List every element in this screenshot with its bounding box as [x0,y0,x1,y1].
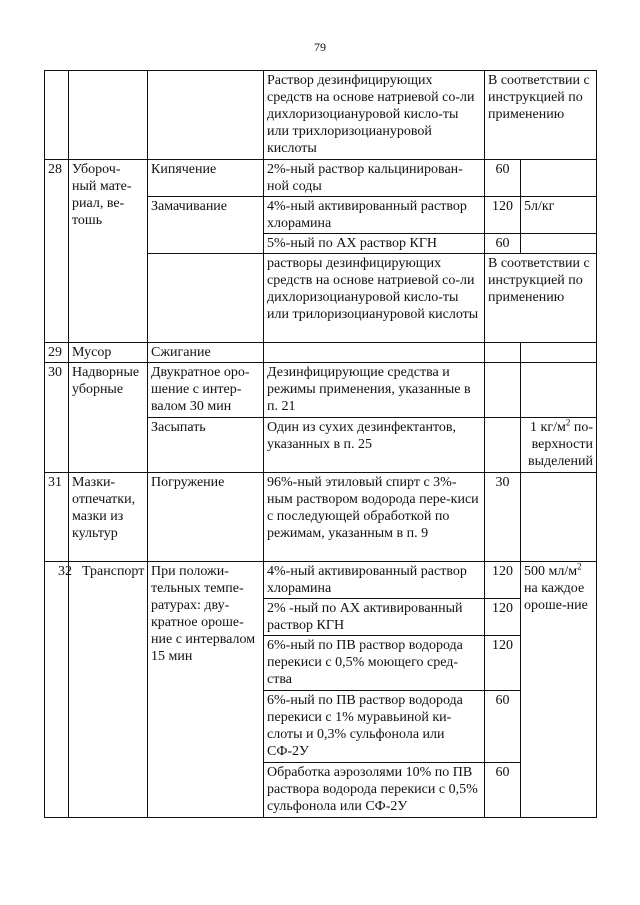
cell-agent: 6%-ный по ПВ раствор водорода перекиси с 0,5% моющего сред-ства [264,636,485,691]
cell-object: Убороч-ный мате-риал, ве-тошь [69,160,148,343]
cell-agent: 4%-ный активированный раствор хлорамина [264,197,485,234]
cell-object: Надворные уборные [69,363,148,473]
cell-norm [521,343,597,363]
table-row [45,363,597,418]
norm-superscript: 2 [577,561,582,572]
cell-norm: 5л/кг [521,197,597,234]
cell-time [485,343,521,363]
cell-instruction: В соответствии с инструкцией по применению [485,254,597,343]
cell-time: 120 [485,562,521,599]
cell-time: 120 [485,599,521,636]
cell-time [485,418,521,473]
norm-suffix: по-верхности выделений [527,420,593,469]
cell-method: При положи-тельных темпе-ратурах: дву-кратное ороше-ние с интервалом 15 мин [148,562,264,818]
cell-num: 29 [45,343,69,363]
norm-prefix: 500 мл/м [524,564,578,579]
table-row [45,160,597,197]
cell-norm [521,418,597,473]
cell-object: Мусор [69,343,148,363]
cell-agent: Обработка аэрозолями 10% по ПВ раствора водорода перекиси с 0,5% сульфонола или СФ-2У [264,763,485,818]
cell-agent: Один из сухих дезинфектантов, указанных в п. 25 [264,418,485,473]
table-row [45,562,597,599]
row-number: 32 [58,564,72,579]
cell-norm [521,363,597,418]
cell-method [148,254,264,343]
cell-time: 120 [485,636,521,691]
cell-norm [521,160,597,197]
cell-norm [521,562,597,818]
cell-time: 60 [485,160,521,197]
cell-method: Засыпать [148,418,264,473]
table-row [45,343,597,363]
cell-method: Сжигание [148,343,264,363]
cell-agent: Раствор дезинфицирующих средств на основе натриевой со-ли дихлоризоциануровой кисло-ты или трихлоризоциануровой кислоты [264,71,485,160]
cell-agent: растворы дезинфицирующих средств на основе натриевой со-ли дихлоризоциануровой кисло-ты или трилоризоциануровой кислоты [264,254,485,343]
page-number: 79 [314,40,326,54]
disinfection-table [44,70,597,818]
cell-method: Замачивание [148,197,264,254]
cell-num [45,562,72,818]
cell-time: 60 [485,691,521,763]
cell-norm [521,234,597,254]
object-text: Транспорт [82,564,145,579]
cell-num: 31 [45,473,69,562]
cell-method [148,71,264,160]
cell-agent: 2%-ный раствор кальцинирован-ной соды [264,160,485,197]
norm-prefix: 1 кг/м [530,420,566,435]
cell-time: 60 [485,763,521,818]
cell-method: Кипячение [148,160,264,197]
cell-agent: 6%-ный по ПВ раствор водорода перекиси с 1% муравьиной ки-слоты и 0,3% сульфонола или СФ-2У [264,691,485,763]
table-row [45,473,597,562]
cell-method: Двукратное оро-шение с интер-валом 30 мин [148,363,264,418]
cell-method: Погружение [148,473,264,562]
table-row [45,71,597,160]
cell-agent: 5%-ный по АХ раствор КГН [264,234,485,254]
cell-time: 120 [485,197,521,234]
cell-time [485,363,521,418]
cell-time: 30 [485,473,521,562]
cell-instruction: В соответствии с инструкцией по применению [485,71,597,160]
cell-agent [264,343,485,363]
cell-num: 28 [45,160,69,343]
cell-time: 60 [485,234,521,254]
norm-superscript: 2 [565,417,571,428]
norm-suffix: на каждое ороше-ние [524,581,588,613]
cell-num: 30 [45,363,69,473]
cell-agent: Дезинфицирующие средства и режимы применения, указанные в п. 21 [264,363,485,418]
cell-object [69,71,148,160]
cell-agent: 4%-ный активированный раствор хлорамина [264,562,485,599]
cell-agent: 96%-ный этиловый спирт с 3%-ным раствором водорода пере-киси с последующей обработкой по режимам, указанным в п. 9 [264,473,485,562]
cell-object [69,562,148,818]
cell-num [45,71,69,160]
cell-norm [521,473,597,562]
cell-object: Мазки-отпечатки, мазки из культур [69,473,148,562]
cell-agent: 2% -ный по АХ активированный раствор КГН [264,599,485,636]
